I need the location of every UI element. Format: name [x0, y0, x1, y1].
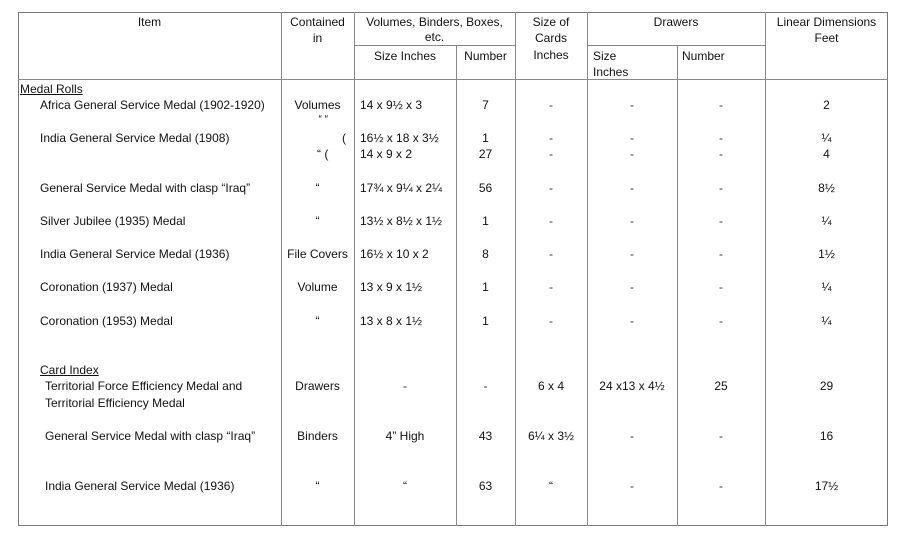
cell-contained: “ [315, 181, 320, 195]
cell-dnum: - [719, 131, 723, 145]
header-item: Item [137, 15, 162, 29]
section-medal-rolls: Medal Rolls [20, 82, 83, 96]
cell-contained: Binders [297, 429, 338, 443]
cell-vnum: 1 [482, 214, 489, 228]
cell-vnum: 7 [482, 98, 489, 112]
cell-dnum: - [719, 314, 723, 328]
records-table [18, 12, 888, 526]
cell-csize: - [549, 214, 553, 228]
cell-vnum: 1 [482, 280, 489, 294]
cell-item: Territorial Force Efficiency Medal and [45, 379, 243, 393]
header-volumes-size: Size Inches [373, 49, 437, 63]
cell-contained: “ [315, 214, 320, 228]
cell-contained-ditto: “ “ [318, 114, 328, 125]
header-volumes-number: Number [464, 49, 507, 63]
cell-csize: “ [549, 479, 553, 493]
subheader-divider [587, 45, 765, 46]
cell-vnum: 56 [478, 181, 493, 195]
cell-vsize: 16½ x 18 x 3½ [360, 131, 439, 145]
header-contained-in-2: in [312, 31, 323, 45]
cell-dsize: - [630, 181, 634, 195]
cell-dsize: - [630, 280, 634, 294]
cell-linear: 8½ [818, 181, 835, 195]
cell-csize: - [549, 147, 553, 161]
header-drawers-number: Number [682, 49, 725, 63]
cell-contained: Volume [297, 280, 338, 294]
cell-dsize: - [630, 314, 634, 328]
cell-linear: 2 [823, 98, 830, 112]
cell-csize: - [549, 131, 553, 145]
cell-dnum: 25 [714, 379, 728, 393]
cell-dnum: - [719, 98, 723, 112]
cell-contained: File Covers [287, 247, 348, 261]
cell-vsize: 13 x 9 x 1½ [360, 280, 423, 294]
cell-item: India General Service Medal (1936) [40, 247, 230, 261]
cell-vnum: 63 [478, 479, 493, 493]
cell-vsize: 14 x 9 x 2 [360, 147, 413, 161]
header-cards-1: Size of [532, 15, 570, 29]
cell-csize: - [549, 98, 553, 112]
cell-vsize: 16½ x 10 x 2 [360, 247, 429, 261]
cell-csize: 6¼ x 3½ [527, 429, 575, 443]
cell-dsize: - [630, 131, 634, 145]
header-drawers-size-1: Size [593, 49, 617, 63]
cell-csize: - [549, 181, 553, 195]
cell-dsize: - [630, 98, 634, 112]
cell-linear: 4 [823, 147, 830, 161]
cell-dnum: - [719, 214, 723, 228]
cell-dsize: 24 x13 x 4½ [599, 379, 665, 393]
cell-contained: “ ( [317, 147, 329, 161]
cell-linear: 17½ [814, 479, 839, 493]
cell-vnum: 1 [482, 131, 489, 145]
subheader-divider [354, 45, 515, 46]
cell-item: Coronation (1937) Medal [40, 280, 173, 294]
cell-item-cont: Territorial Efficiency Medal [45, 396, 185, 410]
cell-vnum: - [483, 379, 488, 393]
cell-item: Silver Jubilee (1935) Medal [40, 214, 186, 228]
cell-dsize: - [630, 214, 634, 228]
cell-contained: “ [315, 479, 320, 493]
header-cards-3: Inches [533, 48, 569, 62]
col-divider [515, 12, 516, 526]
cell-linear: ¼ [821, 131, 832, 145]
cell-vsize: 13½ x 8½ x 1½ [360, 214, 443, 228]
cell-linear: 29 [819, 379, 834, 393]
cell-dsize: - [630, 247, 634, 261]
col-divider [587, 12, 588, 526]
cell-vsize: - [403, 379, 407, 393]
col-divider [354, 12, 355, 526]
cell-vsize: 17¾ x 9¼ x 2¼ [360, 181, 443, 195]
col-divider [765, 12, 766, 526]
header-linear-1: Linear Dimensions [776, 15, 877, 29]
cell-item: Africa General Service Medal (1902-1920) [40, 98, 265, 112]
cell-dsize: - [630, 147, 634, 161]
cell-csize: - [549, 314, 553, 328]
header-volumes-1: Volumes, Binders, Boxes, [366, 15, 503, 29]
cell-contained: Drawers [295, 379, 340, 393]
cell-linear: 1½ [818, 247, 835, 261]
cell-contained: ( [342, 131, 346, 145]
cell-vsize: 13 x 8 x 1½ [360, 314, 423, 328]
cell-item: General Service Medal with clasp “Iraq” [40, 181, 251, 195]
col-divider [281, 12, 282, 526]
cell-contained: “ [315, 314, 320, 328]
cell-dnum: - [719, 429, 723, 443]
cell-linear: ¼ [821, 214, 832, 228]
cell-item: India General Service Medal (1936) [45, 479, 235, 493]
cell-linear: ¼ [821, 280, 832, 294]
cell-vsize: “ [403, 479, 407, 493]
cell-vnum: 27 [478, 147, 493, 161]
cell-vsize: 14 x 9½ x 3 [360, 98, 423, 112]
header-bottom-border [18, 79, 888, 80]
section-card-index: Card Index [40, 363, 99, 377]
cell-item: India General Service Medal (1908) [40, 131, 230, 145]
cell-item: General Service Medal with clasp “Iraq” [45, 429, 256, 443]
header-cards-2: Cards [534, 31, 567, 45]
cell-vnum: 1 [482, 314, 489, 328]
header-drawers-size-2: Inches [593, 65, 629, 79]
cell-dnum: - [719, 181, 723, 195]
cell-contained: Volumes [294, 98, 341, 112]
header-drawers: Drawers [653, 15, 699, 29]
cell-dnum: - [719, 479, 723, 493]
header-linear-2: Feet [814, 31, 839, 45]
cell-linear: 16 [819, 429, 834, 443]
header-volumes-2: etc. [424, 30, 445, 44]
cell-dnum: - [719, 280, 723, 294]
cell-csize: - [549, 247, 553, 261]
cell-csize: - [549, 280, 553, 294]
cell-linear: ¼ [821, 314, 832, 328]
cell-dnum: - [719, 247, 723, 261]
cell-dsize: - [630, 479, 634, 493]
cell-vsize: 4” High [385, 429, 425, 443]
cell-dnum: - [719, 147, 723, 161]
cell-vnum: 43 [478, 429, 493, 443]
cell-csize: 6 x 4 [537, 379, 564, 393]
header-contained-in-1: Contained [290, 15, 345, 29]
cell-dsize: - [630, 429, 634, 443]
cell-vnum: 8 [482, 247, 489, 261]
cell-item: Coronation (1953) Medal [40, 314, 173, 328]
